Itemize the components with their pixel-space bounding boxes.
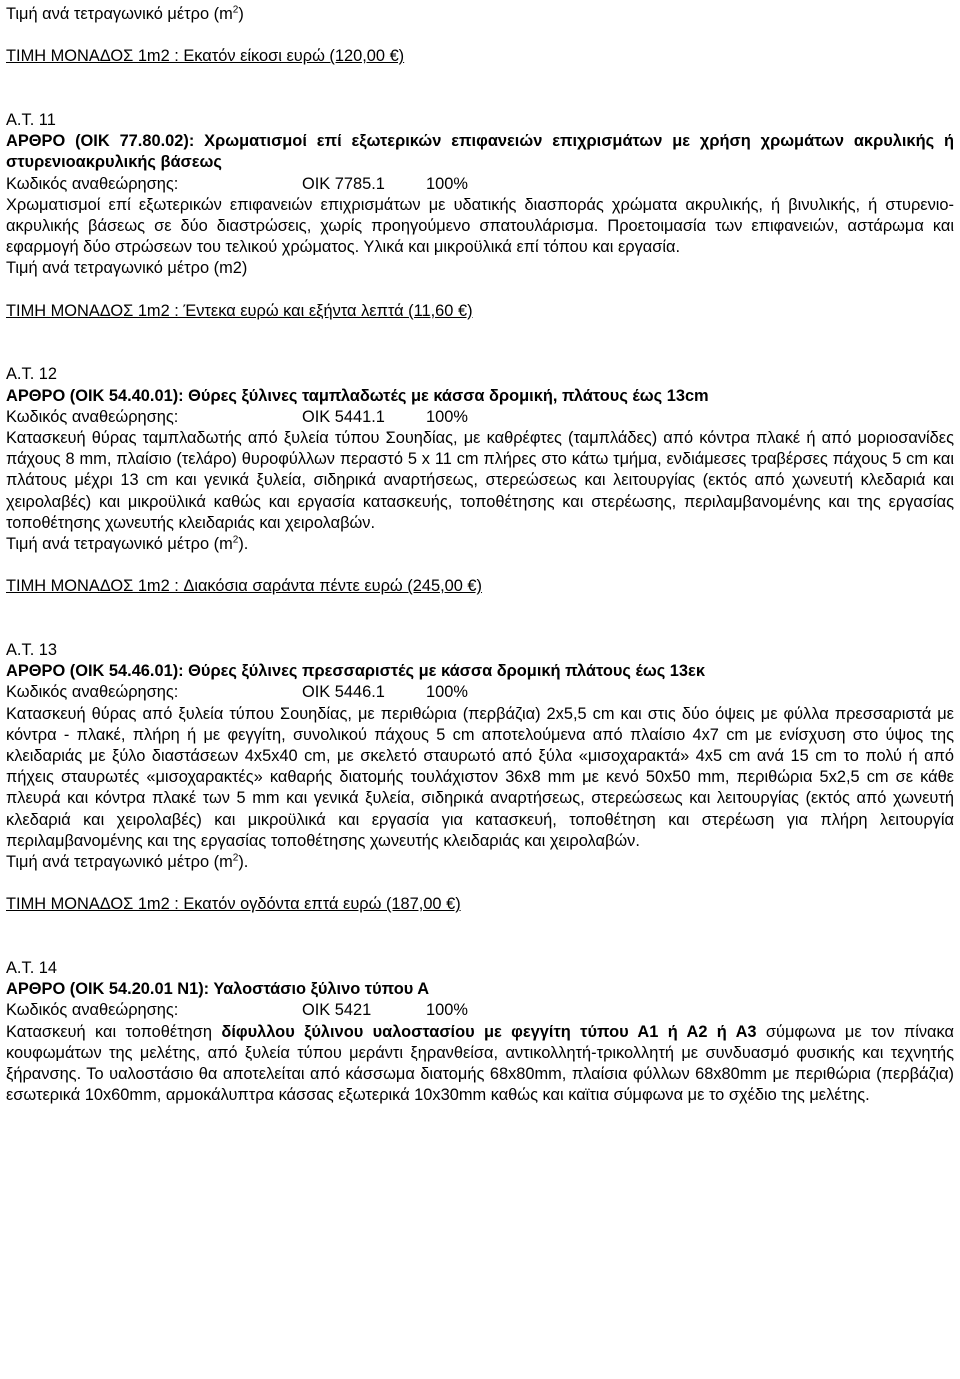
item-number: Α.Τ. 13 — [6, 641, 58, 659]
item-description: Χρωματισμοί επί εξωτερικών επιφανειών επιχρισμάτων με υδατικής διασποράς χρώματα ακρυλικής, ή βινυλικής, ή στυρενιο-ακρυλικής βάσεως σε δύο διαστρώσεις, χωρίς προηγούμενο σπατουλάρισμα. Προετοιμασία των επιφανειών, αστάρωμα και εφαρμογή δύο στρώσεων του τελικού χρώματος. Υλικά και μικροϋλικά επί τόπου και εργασία. — [6, 195, 954, 257]
price-per-sqm-line: Τιμή ανά τετραγωνικό μέτρο $(m^2)$. — [6, 534, 249, 554]
item-description: Κατασκευή θύρας ταμπλαδωτής από ξυλεία τύπου Σουηδίας, με καθρέφτες (ταμπλάδες) από κόντρα πλακέ ή από μοριοσανίδες πάχους 8 mm, πλαίσιο (τελάρο) θυροφύλλων περαστό 5 x 11 cm πλήρες στο κάτω τμήμα, ενδιάμεσες τραβέρσες πάχους 5 cm και πλάτους μέχρι 13 cm και γενικά ξυλεία, σιδηρικά αναρτήσεως, στερεώσεως και λειτουργίας (εκτός από χωνευτή κλεδαριά και χειρολαβές) και μικροϋλικά καθώς και εργασία κατασκευής, τοποθέτησης και στερέωσης, περιλαμβανομένης και της εργασίας τοποθέτησης χωνευτής κλειδαριάς και χειρολαβών. — [6, 429, 954, 532]
item-11 — [6, 110, 954, 322]
item-description: Κατασκευή και τοποθέτηση δίφυλλου ξύλινου υαλοστασίου με φεγγίτη τύπου Α1 ή Α2 ή Α3 σύμφωνα με τον πίνακα κουφωμάτων της μελέτης, από ξυλεία τύπου μεράντι ξηρανθείσα, αντικολλητή-τρικολλητή με συνδυασμό φυσικής και τεχνητής ξήρανσης. Το υαλοστάσιο θα αποτελείται από κάσσωμα διατομής 68x80mm, πλαίσια φύλλων 68x80mm με περιθώρια (περβάζια) εσωτερικά 10x60mm, αρμοκάλυπτρα κάσσας εξωτερικά 10x30mm καθώς και καϊτια σύμφωνα με το σχέδιο της μελέτης. — [6, 1022, 954, 1105]
item-number: Α.Τ. 14 — [6, 959, 58, 978]
item-number: Α.Τ. 12 — [6, 365, 58, 384]
unit-price: ΤΙΜΗ ΜΟΝΑΔΟΣ 1m2 : Διακόσια σαράντα πέντε ευρώ (245,00 €) — [6, 577, 483, 596]
item-12 — [6, 364, 954, 597]
revision-code: Κωδικός αναθεώρησης: ΟΙΚ 5446.1 100% — [6, 683, 468, 702]
item-number: Α.Τ. 11 — [6, 110, 56, 129]
revision-code: Κωδικός αναθεώρησης: ΟΙΚ 7785.1 100% — [6, 174, 468, 193]
price-per-sqm-line: Τιμή ανά τετραγωνικό μέτρο $(m^2)$ — [6, 4, 244, 23]
revision-code: Κωδικός αναθεώρησης: ΟΙΚ 5421 100% — [6, 1001, 468, 1020]
article-title: ΑΡΘΡΟ (ΟΙΚ 77.80.02): Χρωματισμοί επί εξωτερικών επιφανειών επιχρισμάτων με χρήση χρωμάτων ακρυλικής ή στυρενιοακρυλικής βάσεως — [6, 132, 954, 172]
unit-price: ΤΙΜΗ ΜΟΝΑΔΟΣ 1m2 : Έντεκα ευρώ και εξήντα λεπτά (11,60 €) — [6, 301, 473, 320]
item-14 — [6, 958, 954, 1106]
revision-code: Κωδικός αναθεώρησης: ΟΙΚ 5441.1 100% — [6, 407, 468, 426]
unit-price: ΤΙΜΗ ΜΟΝΑΔΟΣ 1m2 : Εκατόν είκοσι ευρώ (120,00 €) — [6, 47, 405, 66]
item-description: Κατασκευή θύρας από ξυλεία τύπου Σουηδίας, με περιθώρια (περβάζια) 2x5,5 cm και στις δύο όψεις με φύλλα πρεσσαριστά με κόντρα - πλακέ, πλήρη ή με φεγγίτη, συνολικού πάχους 5 cm αποτελούμενα από πλαίσιο 4x7 cm με ενίσχυση στο ύψος της κλειδαριάς με ξύλο διαστάσεων 4x5x40 cm, με σκελετό σταυρωτό από ξύλα «μισοχαρακτά» 4x5 cm ανά 15 cm το πολύ ή από πήχεις σταυρωτές «μισοχαρακτές» καθαρής διατομής τουλάχιστον 36x8 mm με κενό 50x50 mm, περιθώρια 5x2,5 cm σε κάθε πλευρά και κόντρα πλακέ των 5 mm και γενικά ξυλεία, σιδηρικά αναρτήσεως, στερεώσεως και λειτουργίας (εκτός από χωνευτή κλεδαριά και χειρολαβές) και μικροϋλικά και εργασία για κατασκευή, τοποθέτηση και στερέωση για πλήρη λειτουργία περιλαμβανομένης και της εργασίας τοποθέτησης χωνευτής κλειδαριάς και χειρολαβών. — [6, 704, 954, 850]
article-title: ΑΡΘΡΟ (ΟΙΚ 54.46.01): Θύρες ξύλινες πρεσσαριστές με κάσσα δρομική πλάτους έως 13εκ — [6, 662, 705, 681]
unit-price: ΤΙΜΗ ΜΟΝΑΔΟΣ 1m2 : Εκατόν ογδόντα επτά ευρώ (187,00 €) — [6, 895, 461, 914]
article-title: ΑΡΘΡΟ (ΟΙΚ 54.20.01 Ν1): Υαλοστάσιο ξύλινο τύπου Α — [6, 980, 430, 999]
price-per-sqm-line: Τιμή ανά τετραγωνικό μέτρο (m2) — [6, 259, 248, 278]
item-13 — [6, 640, 954, 916]
article-title: ΑΡΘΡΟ (ΟΙΚ 54.40.01): Θύρες ξύλινες ταμπλαδωτές με κάσσα δρομική, πλάτους έως 13cm — [6, 386, 709, 405]
price-per-sqm-line: Τιμή ανά τετραγωνικό μέτρο $(m^2)$. — [6, 852, 249, 872]
